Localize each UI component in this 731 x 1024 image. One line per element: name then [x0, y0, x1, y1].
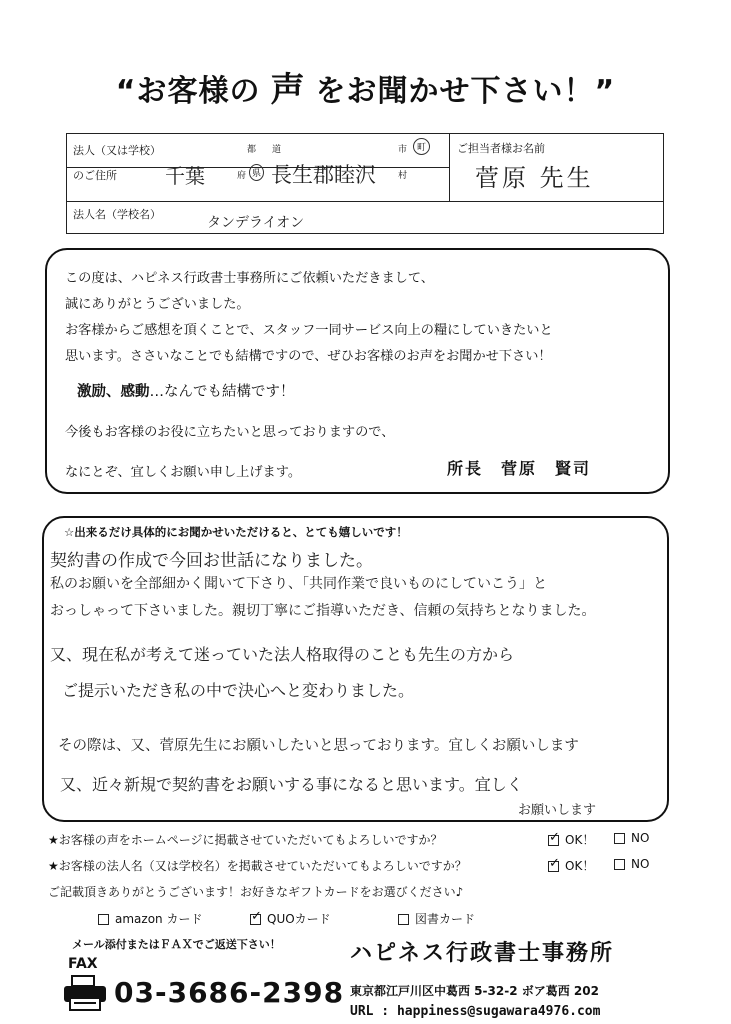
company-name: ハピネス行政書士事務所: [350, 941, 615, 966]
no-label: NO: [631, 857, 650, 871]
feedback-prompt: ☆出来るだけ具体的にお聞かせいただけると、とても嬉しいです！: [64, 525, 408, 539]
title-pre: “お客様の: [115, 74, 261, 109]
feedback-line: 又、現在私が考えて迷っていた法人格取得のことも先生の方から: [50, 645, 515, 664]
mura-label: 村: [398, 171, 408, 181]
divider: [449, 134, 450, 202]
greeting-message-box: [45, 248, 670, 494]
feedback-line: 私のお願いを全部細かく聞いて下さり、「共同作業で良いものにしていこう」と: [50, 576, 547, 592]
checkbox-checked-icon[interactable]: [548, 835, 559, 846]
corp-address-label: 法人（又は学校）: [73, 144, 161, 157]
gift-prompt: ご記載頂きありがとうございます！お好きなギフトカードをお選びください♪: [48, 885, 464, 899]
page-title: [0, 62, 731, 111]
checkbox-checked-icon[interactable]: [548, 861, 559, 872]
gekirei-line: [77, 380, 295, 401]
ok-label: OK！: [565, 833, 595, 847]
gift-tosho-option[interactable]: [398, 910, 475, 927]
fax-label: FAX: [68, 956, 98, 972]
gekirei-rest: …なんでも結構です！: [149, 384, 295, 400]
no-label: NO: [631, 831, 650, 845]
question-homepage: ★お客様の声をホームページに掲載させていただいてもよろしいですか？: [48, 833, 443, 847]
shi-label: 市: [398, 145, 408, 155]
contact-url[interactable]: URL : happiness@sugawara4976.com: [350, 1004, 601, 1019]
fu-label: 府: [237, 171, 247, 181]
gift-amazon-option[interactable]: [98, 910, 202, 927]
gift-tosho-label: 図書カード: [415, 912, 476, 926]
feedback-line: 契約書の作成で今回お世話になりました。: [50, 551, 373, 571]
tanto-label: ご担当者様お名前: [457, 142, 545, 155]
title-post: をお聞かせ下さい！”: [315, 74, 616, 109]
homepage-no-option[interactable]: [614, 831, 649, 845]
question-corp-name: ★お客様の法人名（又は学校名）を掲載させていただいてもよろしいですか？: [48, 859, 467, 873]
tanto-value: 菅原 先生: [475, 164, 594, 192]
checkbox-checked-icon[interactable]: [250, 914, 261, 925]
to-label: 都: [247, 145, 257, 155]
corp-name-label: 法人名（学校名）: [73, 208, 161, 221]
feedback-line: その際は、又、菅原先生にお願いしたいと思っております。宜しくお願いします: [58, 738, 579, 754]
message-line: 誠にありがとうございました。: [65, 297, 250, 312]
address-label: のご住所: [73, 169, 117, 182]
checkbox-icon[interactable]: [98, 914, 109, 925]
city-value: 長生郡睦沢: [271, 163, 376, 187]
gift-amazon-label: amazon カード: [115, 912, 203, 926]
fax-number: 03-3686-2398: [114, 976, 345, 1009]
corpname-ok-option[interactable]: [548, 857, 594, 874]
message-line: 思います。ささいなことでも結構ですので、ぜひお客様のお声をお聞かせ下さい！: [65, 349, 552, 364]
ok-label: OK！: [565, 859, 595, 873]
corp-name-value: タンデライオン: [207, 215, 305, 231]
message-line: 今後もお客様のお役に立ちたいと思っておりますので、: [65, 425, 395, 440]
feedback-line: ご提示いただき私の中で決心へと変わりました。: [62, 681, 415, 700]
message-line: お客様からご感想を頂くことで、スタッフ一同サービス向上の糧にしていきたいと: [65, 323, 553, 338]
prefecture-value: 千葉: [165, 164, 205, 188]
feedback-box: [42, 516, 669, 822]
feedback-line: 又、近々新規で契約書をお願いする事になると思います。宜しく: [60, 775, 523, 794]
fax-machine-icon: [62, 974, 108, 1012]
feedback-line: おっしゃって下さいました。親切丁寧にご指導いただき、信頼の気持ちとなりました。: [50, 603, 596, 619]
divider: [67, 201, 663, 202]
message-line: なにとぞ、宜しくお願い申し上げます。: [65, 465, 302, 480]
signature: 所長 菅原 賢司: [447, 459, 592, 478]
homepage-ok-option[interactable]: [548, 831, 594, 848]
checkbox-icon[interactable]: [398, 914, 409, 925]
gekirei-bold: 激励、感動: [77, 384, 150, 400]
checkbox-icon[interactable]: [614, 833, 625, 844]
title-big: 声: [270, 70, 306, 110]
send-note: メール添付またはＦＡＸでご返送下さい！: [72, 938, 281, 951]
message-line: この度は、ハピネス行政書士事務所にご依頼いただきまして、: [65, 271, 434, 286]
machi-label: 町: [413, 138, 430, 155]
do-label: 道: [272, 145, 282, 155]
company-address: 東京都江戸川区中葛西 5-32-2 ボア葛西 202: [350, 984, 599, 998]
checkbox-icon[interactable]: [614, 859, 625, 870]
gift-quo-label: QUOカード: [267, 912, 331, 926]
feedback-line: お願いします: [518, 803, 597, 818]
customer-info-table: [66, 133, 664, 234]
ken-label: 県: [249, 164, 264, 181]
corpname-no-option[interactable]: [614, 857, 649, 871]
gift-quo-option[interactable]: [250, 910, 331, 927]
